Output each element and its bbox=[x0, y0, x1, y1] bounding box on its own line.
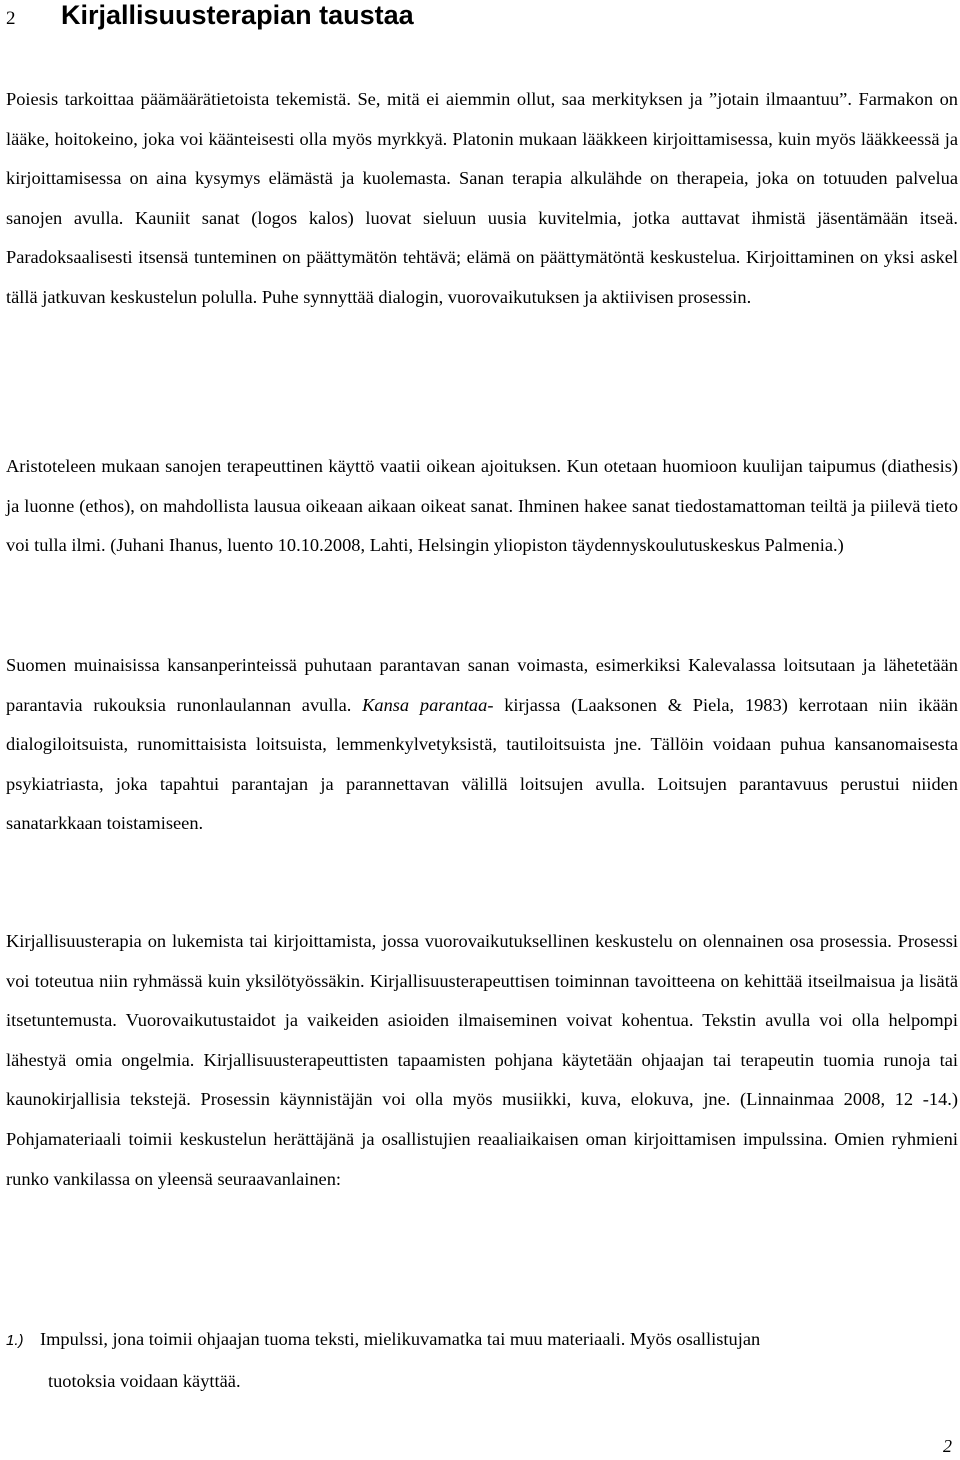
paragraph-kansanperinne-end: kirjassa (Laaksonen & Piela, 1983) kerrotaan niin ikään dialogiloitsuista, runomittaisista loitsuista, lemmenkylvetyksistä, tautiloitsuista jne. Tällöin voidaan puhua kansanomaisesta psykiatriasta, joka tapahtui parantajan ja parannettavan välillä loitsujen avulla. Loitsujen parantavuus perustui niiden sanatarkkaan toistamiseen. bbox=[6, 694, 958, 834]
section-heading bbox=[6, 0, 414, 30]
page-number: 2 bbox=[943, 1436, 952, 1456]
paragraph-poiesis: Poiesis tarkoittaa päämäärätietoista tekemistä. Se, mitä ei aiemmin ollut, saa merkityksen ja ”jotain ilmaantuu”. Farmakon on lääke, hoitokeino, joka voi käänteisesti olla myös myrkkyä. Platonin mukaan lääkkeen kirjoittamisessa, kuin myös lääkkeessä ja kirjoittamisessa on aina kysymys elämästä ja kuolemasta. Sanan terapia alkulähde on therapeia, joka on totuuden palvelua sanojen avulla. Kauniit sanat (logos kalos) luovat sieluun uusia kuvitelmia, jotka auttavat ihmistä jäsentämään itseä. Paradoksaalisesti itsensä tunteminen on päättymätön tehtävä; elämä on päättymätöntä keskustelua. Kirjoittaminen on yksi askel tällä jatkuvan keskustelun polulla. Puhe synnyttää dialogin, vuorovaikutuksen ja aktiivisen prosessin. bbox=[6, 89, 958, 307]
paragraph-aristoteles: Aristoteleen mukaan sanojen terapeuttinen käyttö vaatii oikean ajoituksen. Kun otetaan huomioon kuulijan taipumus (diathesis) ja luonne (ethos), on mahdollista lausua oikeaan aikaan oikeat sanat. Ihminen hakee sanat tiedostamattoman teiltä ja piilevä tieto voi tulla ilmi. (Juhani Ihanus, luento 10.10.2008, Lahti, Helsingin yliopiston täydennyskoulutuskeskus Palmenia.) bbox=[6, 456, 958, 556]
book-title-kansa-parantaa: Kansa parantaa- bbox=[362, 694, 494, 715]
section-number: 2 bbox=[6, 8, 16, 29]
paragraph-kansanperinne bbox=[6, 646, 958, 844]
list-item-text: Impulssi, jona toimii ohjaajan tuoma teksti, mielikuvamatka tai muu materiaali. Myös osallistujan bbox=[40, 1329, 761, 1349]
paragraph-kirjallisuusterapia: Kirjallisuusterapia on lukemista tai kirjoittamista, jossa vuorovaikutuksellinen keskustelu on olennainen osa prosessia. Prosessi voi toteutua niin ryhmässä kuin yksilötyössäkin. Kirjallisuusterapeuttisen toiminnan tavoitteena on kehittää itseilmaisua ja lisätä itsetuntemusta. Vuorovaikutustaidot ja vaikeiden asioiden ilmaiseminen voivat kohentua. Tekstin avulla voi olla helpompi lähestyä omia ongelmia. Kirjallisuusterapeuttisten tapaamisten pohjana käytetään ohjaajan tai terapeutin tuomia runoja tai kaunokirjallisia tekstejä. Prosessin käynnistäjän voi olla myös musiikki, kuva, elokuva, jne. (Linnainmaa 2008, 12 -14.) Pohjamateriaali toimii keskustelun herättäjänä ja osallistujien reaaliaikaisen oman kirjoittamisen impulssina. Omien ryhmieni runko vankilassa on yleensä seuraavanlainen: bbox=[6, 931, 958, 1189]
list-item-impulssi bbox=[6, 1318, 958, 1402]
section-title: Kirjallisuusterapian taustaa bbox=[61, 0, 414, 30]
paragraph-kansanperinne-start: Suomen muinaisissa kansanperinteissä puhutaan parantavan sanan voimasta, esimerkiksi Kalevalassa loitsutaan ja lähetetään parantavia rukouksia runonlaulannan avulla. bbox=[6, 655, 958, 715]
list-item-continuation: tuotoksia voidaan käyttää. bbox=[48, 1371, 241, 1391]
list-marker: 1.) bbox=[6, 1332, 24, 1349]
